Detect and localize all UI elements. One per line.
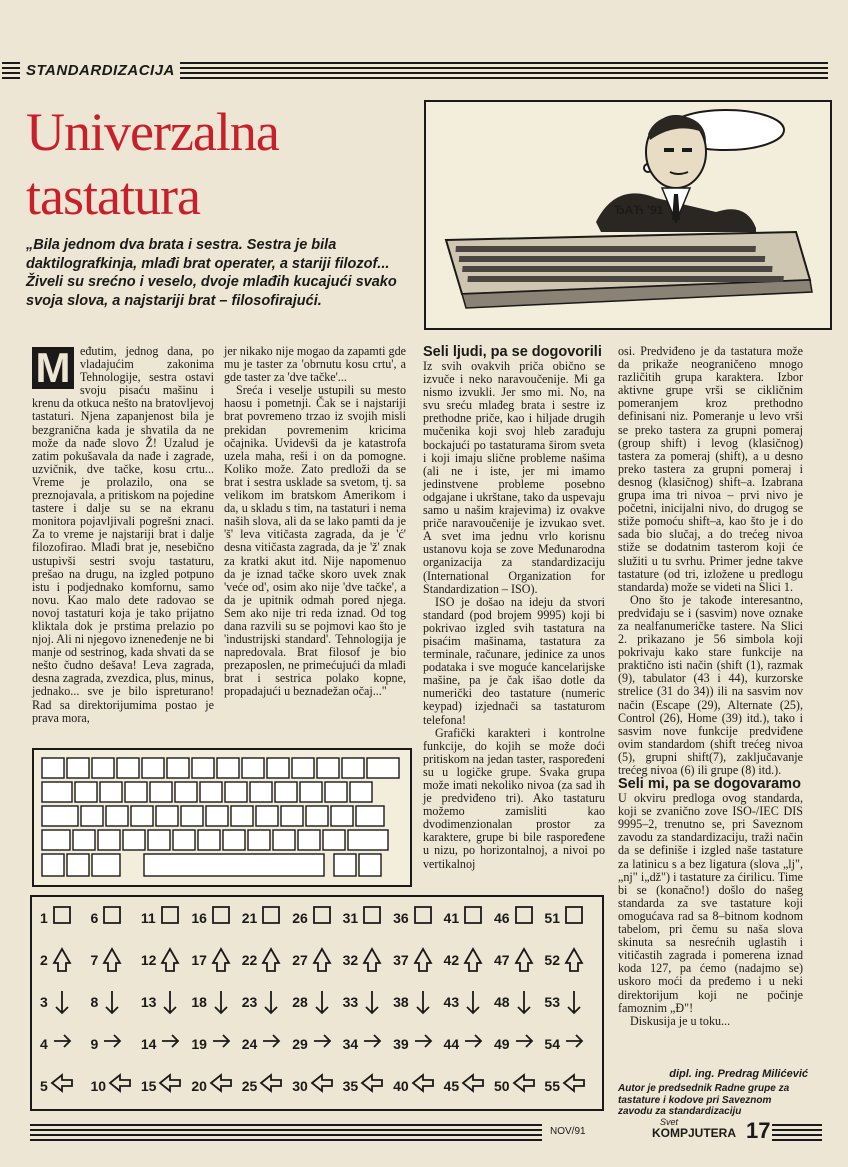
key-symbol-icon [562, 987, 586, 1017]
footer-rule-right [772, 1124, 822, 1142]
key-symbol-number: 38 [393, 994, 409, 1010]
key-symbol-icon [259, 903, 283, 933]
key-symbol-number: 53 [544, 994, 560, 1010]
keyboard-key [92, 758, 114, 778]
key-symbol-number: 17 [191, 952, 207, 968]
keyboard-key [225, 782, 247, 802]
key-symbol-number: 48 [493, 994, 510, 1010]
key-symbol-number: 29 [292, 1036, 308, 1052]
key-symbol-icon [209, 945, 233, 975]
key-symbol-number: 55 [544, 1078, 560, 1094]
key-symbol-number: 34 [342, 1036, 359, 1052]
magazine-brand: KOMPJUTERA [652, 1126, 737, 1140]
keyboard-key [131, 806, 153, 826]
keyboard-key [223, 830, 245, 850]
key-symbol-cell [393, 1029, 435, 1059]
key-symbol-number: 54 [544, 1036, 560, 1052]
article-title: Univerzalna tastatura [26, 102, 279, 226]
keyboard-key [67, 758, 89, 778]
magazine-brand-small: Svet [660, 1117, 679, 1127]
key-symbol-icon [158, 987, 182, 1017]
key-symbol-number: 36 [393, 910, 409, 926]
key-symbol-cell [544, 1071, 586, 1101]
key-symbol-cell [393, 945, 435, 975]
keyboard-key [256, 806, 278, 826]
keyboard-key [100, 782, 122, 802]
key-symbol-number: 49 [493, 1036, 510, 1052]
key-symbol-number: 45 [443, 1078, 460, 1094]
keyboard-key [306, 806, 328, 826]
key-symbol-cell [40, 1029, 74, 1059]
keyboard-key [356, 806, 384, 826]
key-symbol-cell [292, 903, 334, 933]
paragraph: jer nikako nije mogao da zapamti gde mu je taster za 'obrnutu kosu crtu', a gde taster za 'dve tačke'... [224, 344, 407, 385]
key-symbol-icon [100, 945, 124, 975]
author-note: Autor je predsednik Radne grupe za tastature i kodove pri Saveznom zavodu za standardizaciju [618, 1083, 790, 1117]
keyboard-key [325, 782, 347, 802]
key-symbol-icon [562, 1029, 586, 1059]
key-symbol-number: 11 [140, 910, 156, 926]
key-symbol-number: 19 [191, 1036, 207, 1052]
keyboard-key [242, 758, 264, 778]
key-symbol-icon [411, 903, 435, 933]
key-symbol-cell [292, 945, 334, 975]
key-symbol-icon [360, 903, 384, 933]
key-symbol-cell [191, 1029, 233, 1059]
key-symbol-number: 7 [90, 952, 99, 968]
key-symbol-icon [50, 903, 74, 933]
key-symbol-icon [100, 1029, 124, 1059]
key-symbol-icon [50, 945, 74, 975]
key-symbol-cell [544, 1029, 586, 1059]
article-lead: „Bila jednom dva brata i sestra. Sestra je bila daktilografkinja, mlađi brat operater, a stariji filozof... Živeli su srećno i veselo, dvoje mlađih kucajući svako svoja slova, a najstariji brat – filosofirajući. [26, 237, 397, 309]
key-symbol-number: 15 [140, 1078, 157, 1094]
keyboard-key [300, 782, 322, 802]
key-symbol-cell [40, 903, 74, 933]
keyboard-key [67, 854, 89, 876]
keyboard-key [75, 782, 97, 802]
key-symbol-number: 32 [342, 952, 359, 968]
key-symbol-number: 33 [342, 994, 359, 1010]
section-label: STANDARDIZACIJA [26, 62, 175, 79]
key-symbol-icon [411, 1071, 435, 1101]
keyboard-key [323, 830, 345, 850]
text-column-1 [32, 345, 214, 725]
subheading: Seli ljudi, pa se dogovorili [423, 344, 602, 360]
key-symbol-icon [562, 1071, 586, 1101]
key-symbol-icon [158, 1029, 182, 1059]
keyboard-key [231, 806, 253, 826]
keyboard-key [123, 830, 145, 850]
key-symbol-number: 6 [90, 910, 99, 926]
key-symbol-number: 30 [292, 1078, 308, 1094]
key-symbol-cell [393, 1071, 435, 1101]
key-symbol-cell [544, 903, 586, 933]
key-symbol-cell [343, 903, 385, 933]
key-symbol-number: 5 [40, 1078, 48, 1094]
keyboard-key [334, 854, 356, 876]
key-symbol-cell [90, 945, 124, 975]
key-symbol-cell [40, 987, 74, 1017]
key-symbol-number: 27 [292, 952, 308, 968]
key-symbol-icon [310, 945, 334, 975]
key-symbol-cell [544, 987, 586, 1017]
keyboard-key [148, 830, 170, 850]
key-symbol-cell [444, 987, 486, 1017]
subheading: Seli mi, pa se dogovaramo [618, 776, 801, 793]
key-symbol-cell [494, 1071, 536, 1101]
key-symbol-cell [343, 1071, 385, 1101]
key-symbol-number: 52 [544, 952, 560, 968]
key-symbol-icon [360, 1029, 384, 1059]
keyboard-key [42, 758, 64, 778]
key-symbol-icon [562, 945, 586, 975]
key-symbol-number: 37 [393, 952, 409, 968]
keyboard-key [173, 830, 195, 850]
key-symbol-icon [461, 945, 485, 975]
key-symbol-number: 18 [191, 994, 207, 1010]
keyboard-key [275, 782, 297, 802]
keyboard-key [81, 806, 103, 826]
keyboard-key [42, 782, 72, 802]
key-symbol-cell [191, 1071, 233, 1101]
key-symbol-number: 44 [443, 1036, 460, 1052]
keyboard-key [198, 830, 220, 850]
paragraph: Grafički karakteri i kontrolne funkcije, do kojih se može doći pritiskom na jedan taster, raspoređeni su u logičke grupe. Svaka grupa može imati nekoliko nivoa (za sad ih je predviđeno tri). Ako tastaturu možemo zamisliti kao dvodimenzionalan prostor za karaktere, grupe bi bile raspoređene u nizu, po horizontalnoj, a nivoi po vertikalnoj [423, 725, 605, 871]
keyboard-key [181, 806, 203, 826]
key-symbol-icon [310, 1071, 334, 1101]
key-symbol-cell [90, 1029, 124, 1059]
key-symbol-cell [191, 945, 233, 975]
keyboard-key [144, 854, 324, 876]
key-symbol-cell [90, 903, 124, 933]
keyboard-key [117, 758, 139, 778]
key-symbol-cell [141, 987, 183, 1017]
keyboard-key [331, 806, 353, 826]
paragraph: Iz svih ovakvih priča obično se izvuče i neko naravoučenije. Mi ga nismo izvukli. Jer smo mi. No, na svu sreću mlađeg brata i sestre iz prethodne priče, kao i hiljade drugih mučenika koji svoj hleb zarađuju bockajući po tastaturama širom sveta i koji imaju slične probleme našima (ali ne i iste, jer mi imamo jedinstvene probleme posebno odgajane i ukrštane, tako da uspevaju samo u našim krajevima) iz ovakve priče naravoučenije je izvukao svet. A svet ima jednu vrlo korisnu ustanovu koja se zove Međunarodna organizacija za standardizaciju (International Organization for Standardization – ISO). [423, 359, 605, 596]
key-symbol-icon [50, 1029, 74, 1059]
key-symbol-cell [242, 1029, 284, 1059]
keyboard-key [206, 806, 228, 826]
key-symbol-number: 40 [393, 1078, 409, 1094]
keyboard-key [175, 782, 197, 802]
keyboard-key [125, 782, 147, 802]
key-symbol-cell [343, 945, 385, 975]
key-symbol-cell [141, 903, 182, 933]
key-symbol-number: 35 [342, 1078, 359, 1094]
key-symbol-cell [242, 987, 284, 1017]
key-symbol-number: 23 [241, 994, 258, 1010]
text-column-3 [423, 345, 605, 871]
key-symbol-cell [393, 903, 435, 933]
author-name: dipl. ing. Predrag Milićević [669, 1068, 808, 1080]
keyboard-key [281, 806, 303, 826]
keyboard-key [292, 758, 314, 778]
key-symbol-cell [141, 945, 183, 975]
key-symbol-number: 50 [493, 1078, 510, 1094]
keyboard-key [92, 854, 120, 876]
key-symbol-cell [191, 903, 233, 933]
key-symbol-number: 24 [241, 1036, 258, 1052]
paragraph: eđutim, jednog dana, po vladajućim zakonima Tehnologije, sestra ostavi svoju pisaću mašinu i krenu da otkuca nešto na bratovljevoj tastaturi. Njena zapanjenost bila je bezgranična kada je shvatila da ne može da nađe slovo Ž! Uzalud je zatim pokušavala da nađe i zagrade, uzvičnik, dve tačke, kosu crtu... Vreme je prolazilo, ona se preznojavala, a pritiskom na pojedine tastere i dalje su se na ekranu monitora pojavljivali pogrešni znaci. Za to vreme je najstariji brat i dalje filozofirao. Mlađi brat je, nesebično ustupivši sestri svoju tastaturu, prešao na drugu, na izgled potpuno istu i podjednako komfornu, samo novu. Kao malo dete radovao se novoj tastaturi koja je tako prijatno kliktala dok je prstima prelazio po njoj. Ali ni njegovo izneneđenje ne bi manje od sestrinog, kada shvati da se nešto čudno dešava! Leva zagrada, desna zagrada, zvezdica, plus, minus, jednako... sve je bilo ispreturano! Rad sa direktorijumima postao je prava mora, [32, 344, 214, 725]
key-symbol-cell [444, 1029, 486, 1059]
header-rule-left [2, 62, 20, 80]
key-symbol-icon [259, 945, 283, 975]
key-symbol-icon [360, 1071, 384, 1101]
key-symbol-icon [310, 987, 334, 1017]
key-symbols-table [30, 895, 604, 1111]
header-rule-right [180, 62, 828, 80]
issue-label: NOV/91 [550, 1126, 586, 1137]
keyboard-key [106, 806, 128, 826]
key-symbol-number: 51 [544, 910, 560, 926]
keyboard-key [359, 854, 381, 876]
text-column-4 [618, 345, 803, 1028]
key-symbol-number: 1 [40, 910, 48, 926]
key-symbol-icon [461, 1071, 485, 1101]
key-symbol-icon [310, 1029, 334, 1059]
key-symbol-cell [444, 945, 486, 975]
keyboard-key [73, 830, 95, 850]
paragraph: Sreća i veselje ustupili su mesto haosu i pometnji. Čak se i najstariji brat povremeno trzao iz svojih misli prekidan povremenim kricima očajnika. Uvidevši da je katastrofa uzela maha, reši i on da pomogne. Koliko može. Zato predloži da se brat i sestra uskladе sa svetom, tj. sa velikom im bratskom Amerikom i da, u skladu s tim, na tastaturi i nema naših slova, ali da se lako pamti da je 'š' leva vitičasta zagrada, da je 'ć' desna vitičasta zagrada, da je 'ž' znak za kratki akut itd. Nije napomenuo da je iznad tačke skoro uvek znak 'veće od', osim ako nije 'dve tačke', a da je upitnik odmah pored njega. Sem ako nije tri reda iznad. Od tog dana razvili su se pojmovi kao što je 'industrijski standard'. Tehnologija je napredovala. Brat filosof je bio prezaposlen, ne primećujući da mlađi brat i sestrica polako kopne, propadajući u beznadežan očaj..." [224, 383, 406, 699]
keyboard-key [367, 758, 399, 778]
key-symbol-number: 42 [443, 952, 460, 968]
key-symbol-number: 20 [191, 1078, 207, 1094]
key-symbol-cell [141, 1029, 183, 1059]
key-symbol-number: 22 [241, 952, 258, 968]
key-symbol-cell [494, 945, 536, 975]
keyboard-key [42, 854, 64, 876]
key-symbol-icon [158, 945, 182, 975]
key-symbol-icon [512, 1071, 536, 1101]
key-symbol-icon [512, 1029, 536, 1059]
key-symbol-cell [444, 903, 486, 933]
key-symbol-icon [209, 987, 233, 1017]
keyboard-key [217, 758, 239, 778]
keyboard-key [342, 758, 364, 778]
key-symbol-cell [544, 945, 586, 975]
illustration-man-keyboard [424, 100, 832, 330]
key-symbol-number: 14 [140, 1036, 157, 1052]
key-symbol-number: 9 [90, 1036, 99, 1052]
key-symbol-number: 47 [493, 952, 510, 968]
key-symbol-cell [242, 903, 284, 933]
key-symbol-icon [411, 945, 435, 975]
keyboard-key [150, 782, 172, 802]
key-symbol-icon [158, 903, 182, 933]
key-symbol-cell [494, 987, 536, 1017]
key-symbol-cell [444, 1071, 486, 1101]
keyboard-key [192, 758, 214, 778]
key-symbol-icon [411, 987, 435, 1017]
keyboard-key [350, 782, 372, 802]
key-symbol-number: 28 [292, 994, 308, 1010]
keyboard-key [317, 758, 339, 778]
key-symbol-cell [292, 1071, 334, 1101]
key-symbol-icon [209, 1029, 233, 1059]
key-symbol-icon [100, 987, 124, 1017]
keyboard-key [298, 830, 320, 850]
key-symbol-icon [50, 1071, 74, 1101]
key-symbol-icon [411, 1029, 435, 1059]
keyboard-key [156, 806, 178, 826]
keyboard-key [42, 830, 70, 850]
key-symbol-icon [259, 1029, 283, 1059]
key-symbol-icon [461, 1029, 485, 1059]
keyboard-key [200, 782, 222, 802]
key-symbol-number: 39 [393, 1036, 409, 1052]
key-symbol-cell [343, 987, 385, 1017]
keyboard-key [267, 758, 289, 778]
drop-cap: M [32, 347, 74, 389]
key-symbol-number: 12 [140, 952, 157, 968]
key-symbol-number: 13 [140, 994, 157, 1010]
key-symbol-cell [494, 1029, 536, 1059]
key-symbol-number: 3 [40, 994, 48, 1010]
key-symbol-icon [209, 1071, 233, 1101]
key-symbol-number: 16 [191, 910, 207, 926]
keyboard-key [250, 782, 272, 802]
paragraph: ISO je došao na ideju da stvori standard (pod brojem 9995) koji bi pokrivao izgled svih tastatura na pisaćim mašinama, tastatura za terminale, računare, jedinice za unos podataka i sve moguće kancelarijske mašine, pa je čak išao dotle da numerički deo tastature (numeric keypad) izjednači sa tastaturom telefona! [423, 594, 605, 727]
key-symbol-icon [512, 903, 536, 933]
paragraph: U okviru predloga ovog standarda, koji se zvanično zove ISO-/IEC DIS 9995–2, trenutno se, pri Saveznom zavodu za standardizaciju, traži način da se definiše i izgled naše tastature za latinicu s a bez ligatura (slova „lj", „nj" i„dž") i tastature za ćirilicu. Time bi se (konačno!) došlo do našeg standarda za sve tastature koji omogućava rad sa 8–bitnom kodnom tabelom, pri čemu su naša slova skinuta sa nesrećnih uglastih i vitičastih zagrada i pomerena iznad koda 127, pa ćemo (nadajmo se) uskoro moći da pređemo i u neki direktorijum koji ne počinje famoznim „Đ"! [618, 791, 803, 1015]
key-symbol-icon [158, 1071, 182, 1101]
key-symbol-cell [90, 1071, 132, 1101]
key-symbol-icon [259, 1071, 283, 1101]
key-symbol-cell [242, 945, 284, 975]
key-symbol-cell [292, 987, 334, 1017]
footer-rule-left [30, 1124, 542, 1142]
key-symbol-cell [191, 987, 233, 1017]
key-symbol-number: 26 [292, 910, 308, 926]
keyboard-key [167, 758, 189, 778]
key-symbol-cell [393, 987, 435, 1017]
key-symbol-icon [50, 987, 74, 1017]
key-symbol-number: 46 [493, 910, 510, 926]
key-symbol-number: 31 [342, 910, 359, 926]
keyboard-layout-diagram [32, 748, 412, 887]
key-symbol-icon [512, 945, 536, 975]
key-symbol-number: 10 [90, 1078, 107, 1094]
key-symbol-cell [90, 987, 124, 1017]
key-symbol-icon [512, 987, 536, 1017]
key-symbol-icon [209, 903, 233, 933]
key-symbol-icon [310, 903, 334, 933]
keyboard-key [248, 830, 270, 850]
keyboard-key [42, 806, 78, 826]
key-symbol-number: 21 [241, 910, 258, 926]
key-symbol-number: 43 [443, 994, 460, 1010]
keyboard-key [98, 830, 120, 850]
paragraph: osi. Predviđeno je da tastatura može da prikaže neograničeno mnogo različitih grupa karaktera. Izbor aktivne grupe vrši se cikličnim pomeranjem kroz prethodno definisani niz. Pomeranje u levo vrši se preko tastera za grupni pomeraj (group shift) i levog (klasičnog) tastera za pomeraj (shift), a u desno preko tastera za grupni pomeraj i desnog (klasičnog) shift–a. Izabrana grupa ima tri nivoa – prvi nivo je početni, inicijalni nivo, do drugog se stiže pomoću shift–a, kao što je i do sada bio slučaj, a do trećeg nivoa stiže se dodatnim tasterom koji će služiti u tu svrhu. Primer jedne takve tastature (od tri, izložene u predlogu standarda) može se videti na Slici 1. [618, 344, 803, 594]
text-column-2 [224, 345, 406, 699]
key-symbol-number: 41 [443, 910, 460, 926]
illustration-signature: ЂАЋ '91 [614, 203, 664, 217]
key-symbol-cell [494, 903, 536, 933]
key-symbol-cell [242, 1071, 284, 1101]
key-symbol-icon [360, 945, 384, 975]
closing-line: Diskusija je u toku... [630, 1013, 731, 1028]
key-symbol-icon [461, 903, 485, 933]
key-symbol-icon [100, 903, 124, 933]
keyboard-key [142, 758, 164, 778]
key-symbol-icon [360, 987, 384, 1017]
keyboard-key [273, 830, 295, 850]
key-symbol-icon [259, 987, 283, 1017]
key-symbol-cell [292, 1029, 334, 1059]
key-symbol-icon [461, 987, 485, 1017]
keyboard-key [348, 830, 388, 850]
key-symbol-number: 25 [241, 1078, 258, 1094]
key-symbol-cell [343, 1029, 385, 1059]
key-symbol-number: 4 [40, 1036, 48, 1052]
paragraph: Ono što je takođe interesantno, predviđaju se i (sasvim) nove oznake za nealfanumeričke tastere. Na Slici 2. prikazano je 56 simbola koji pokrivaju kako stare funkcije na praktično isti način (shift (1), razmak (9), tabulator (43 i 44), kurzorske strelice (31 do 34)) ili na sasvim nov način (Escape (29), Alternate (25), Control (26), Home (39) itd.), tako i sasvim nove funkcije predviđene ovim standardom (shift trećeg nivoa (5), grupni shift(7), zaključavanje trećeg nivoa (6) ili grupe (8) itd.). [618, 592, 803, 777]
key-symbol-icon [108, 1071, 132, 1101]
key-symbol-cell [40, 1071, 74, 1101]
page-number: 17 [746, 1118, 771, 1143]
key-symbol-cell [40, 945, 74, 975]
key-symbol-icon [562, 903, 586, 933]
key-symbol-number: 2 [40, 952, 48, 968]
key-symbol-number: 8 [90, 994, 99, 1010]
key-symbol-cell [141, 1071, 183, 1101]
